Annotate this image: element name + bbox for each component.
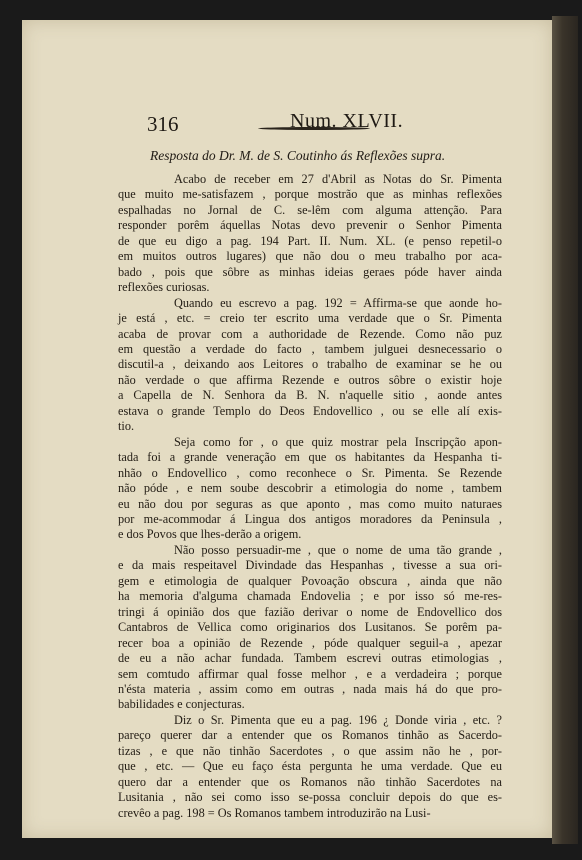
text-line: bado , pois que sôbre as minhas ideias geraes póde haver ainda [118, 264, 502, 279]
text-line: de que eu digo a pag. 194 Part. II. Num. XL. (e penso repetil-o [118, 233, 502, 248]
text-line: je está , etc. = creio ter escrito uma verdade que o Sr. Pimenta [118, 311, 502, 326]
text-line: n'ésta materia , assim como em outras , nada mais há do que pro- [118, 681, 502, 696]
text-line: ha memoria d'alguma chamada Endovelia ; e por isso só me-res- [118, 589, 502, 604]
page-title: Num. XLVII. [290, 110, 404, 132]
text-line: Quando eu escrevo a pag. 192 = Affirma-se que aonde ho- [174, 295, 502, 310]
text-line: não póde , e nem soube descobrir a etimologia do nome , tambem [118, 481, 502, 496]
paragraph [118, 296, 502, 435]
text-line: eu não dou por seguras as que aponto , mas como muito naturaes [118, 496, 502, 511]
text-line: tringi á opinião dos que fazião derivar o nome de Endovellico dos [118, 604, 502, 619]
text-line: a Capella de N. Senhora da B. N. n'aquelle sitio , aonde antes [118, 388, 502, 403]
text-line: de eu a não achar fundada. Tambem escrevi outras etimologias , [118, 651, 502, 666]
paragraph [118, 435, 502, 543]
text-line: quero dar a entender que os Romanos não tinhão Sacerdotes na [118, 774, 502, 789]
page-number: 316 [147, 112, 179, 136]
text-line: pareço querer dar a entender que os Romanos tinhão as Sacerdo- [118, 728, 502, 743]
text-line: espalhadas no Jornal de C. se-lêm com alguma attenção. Para [118, 202, 502, 217]
header-rule [258, 127, 370, 130]
text-line: e da mais respeitavel Divindade das Hespanhas , tivesse a sua ori- [118, 558, 502, 573]
body-text [118, 172, 502, 821]
text-line: tio. [118, 419, 135, 434]
text-line: Seja como for , o que quiz mostrar pela Inscripção apon- [174, 434, 502, 449]
text-line: responder porêm áquellas Notas devo prevenir o Senhor Pimenta [118, 218, 502, 233]
page-header [22, 108, 552, 134]
text-line: gem e etimologia de qualquer Povoação obscura , ainda que não [118, 573, 502, 588]
section-heading: Resposta do Dr. M. de S. Coutinho ás Reflexões supra. [150, 148, 446, 163]
text-line: discutil-a , deixando aos Leitores o trabalho de examinar se he ou [118, 357, 502, 372]
text-line: crevêo a pag. 198 = Os Romanos tambem introduzirão na Lusi- [118, 805, 431, 820]
text-line: Não posso persuadir-me , que o nome de uma tão grande , [174, 542, 502, 557]
book-edge [552, 16, 578, 844]
text-line: tada foi a grande veneração em que os habitantes da Hespanha ti- [118, 450, 502, 465]
text-line: que muito me-satisfazem , porque mostrão que as minhas reflexões [118, 187, 502, 202]
text-line: não verdade o que affirma Rezende e outros sôbre o existir hoje [118, 372, 502, 387]
text-line: recer boa a opinião de Rezende , póde qualquer seguil-a , apezar [118, 635, 502, 650]
text-line: em questão a verdade do facto , tambem julguei desnecessario o [118, 341, 502, 356]
text-line: reflexões curiosas. [118, 280, 210, 295]
text-line: estava o grande Templo do Deos Endovellico , ou se elle alí exis- [118, 403, 502, 418]
text-line: acaba de provar com a authoridade de Rezende. Como não puz [118, 326, 502, 341]
text-line: sem comtudo affirmar qual fosse melhor , e a verdadeira ; porque [118, 666, 502, 681]
text-line: Acabo de receber em 27 d'Abril as Notas do Sr. Pimenta [174, 172, 502, 186]
paragraph [118, 543, 502, 713]
text-line: e dos Povos que lhes-derão a origem. [118, 527, 302, 542]
paragraph [118, 713, 502, 821]
text-line: tizas , e que não tinhão Sacerdotes , o que assim não he , por- [118, 743, 502, 758]
text-line: em muitos outros lugares) que não dou o meu trabalho por aca- [118, 249, 502, 264]
paragraph [118, 172, 502, 296]
text-line: por me-acommodar á Lingua dos antigos moradores da Peninsula , [118, 511, 502, 526]
text-line: nhão o Endovellico , como reconhece o Sr. Pimenta. Se Rezende [118, 465, 502, 480]
text-line: babilidades e conjecturas. [118, 697, 245, 712]
text-line: Lusitania , não sei como isso se-possa concluir depois do que es- [118, 790, 502, 805]
text-line: que , etc. — Que eu faço ésta pergunta he uma verdade. Que eu [118, 759, 502, 774]
text-line: Diz o Sr. Pimenta que eu a pag. 196 ¿ Donde viria , etc. ? [174, 712, 502, 727]
text-line: Cantabros de Vellica como originarios dos Lusitanos. Se porêm pa- [118, 620, 502, 635]
